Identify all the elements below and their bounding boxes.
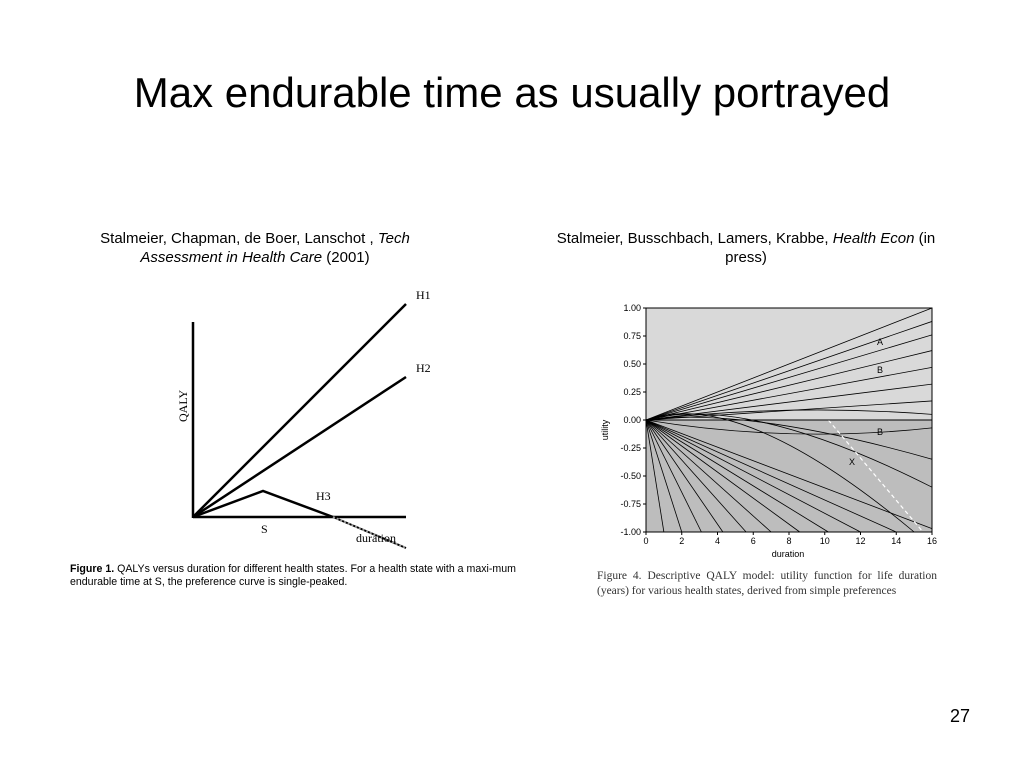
figure4-x-tick-label: 12 [855, 536, 866, 546]
figure4-x-tick-label: 2 [679, 536, 685, 546]
right-citation-journal: Health Econ [832, 230, 915, 247]
figure1-label-h1: H1 [416, 288, 431, 302]
figure4-x-ticks [643, 532, 937, 546]
figure4-lower-region [646, 420, 932, 532]
figure4-y-tick-label: 0.25 [623, 387, 641, 397]
figure4-annotation-b-upper: B [877, 365, 884, 375]
left-citation-authors: Stalmeier, Chapman, de Boer, Lanschot , [100, 230, 374, 247]
page-number: 27 [949, 706, 970, 726]
figure1-line-h2 [193, 377, 406, 517]
figure4-x-tick-label: 14 [891, 536, 902, 546]
figure1-diagram [150, 282, 450, 552]
figure1-label-h3: H3 [316, 489, 331, 503]
figure4-x-tick-label: 10 [819, 536, 830, 546]
figure4-y-tick-label: 0.50 [623, 359, 641, 369]
figure4-chart [588, 296, 940, 566]
figure4-y-tick-label: 0.00 [623, 415, 641, 425]
figure1-label-s: S [261, 522, 268, 536]
figure4-y-tick-label: -0.50 [620, 471, 641, 481]
left-citation [60, 229, 450, 267]
figure1-xlabel: duration [356, 531, 396, 545]
figure4-x-tick-label: 4 [714, 536, 721, 546]
figure4-y-tick-label: -0.25 [620, 443, 641, 453]
figure4-x-tick-label: 16 [926, 536, 938, 546]
slide-title: Max endurable time as usually portrayed [133, 69, 891, 116]
figure1-caption-label: Figure 1. [70, 563, 115, 575]
figure4-caption: Figure 4. Descriptive QALY model: utility function for life duration (years) for various health states, derived from simple preferences [597, 570, 937, 597]
figure1-line-h1 [193, 304, 406, 517]
figure4-y-tick-label: 0.75 [623, 331, 641, 341]
figure1-caption-text: QALYs versus duration for different health states. For a health state with a maxi-mum endurable time at S, the preference curve is single-peaked. [70, 563, 516, 588]
figure4-y-tick-label: -0.75 [620, 499, 641, 509]
figure4-plot-area [646, 308, 932, 532]
figure4-y-ticks [620, 303, 646, 537]
right-citation-authors: Stalmeier, Busschbach, Lamers, Krabbe, [556, 230, 829, 247]
figure4-annotation-a: A [877, 337, 884, 347]
figure4-ylabel: utility [600, 419, 610, 441]
right-citation [556, 229, 936, 267]
figure4-y-tick-label: -1.00 [620, 527, 641, 537]
figure1-label-h2: H2 [416, 361, 431, 375]
figure4-x-tick-label: 8 [786, 536, 792, 546]
figure4-xlabel: duration [771, 549, 805, 559]
figure1-ylabel: QALY [176, 389, 190, 422]
figure4-annotation-x: X [849, 457, 856, 467]
figure1-caption [70, 563, 545, 589]
figure4-x-tick-label: 6 [750, 536, 756, 546]
left-citation-journal: Tech Assessment in Health Care [140, 230, 410, 266]
right-citation-status: (in press) [725, 230, 936, 266]
figure4-annotation-b-lower: B [877, 427, 884, 437]
figure4-x-tick-label: 0 [643, 536, 649, 546]
figure4-y-tick-label: 1.00 [623, 303, 641, 313]
left-citation-year: (2001) [326, 249, 370, 266]
